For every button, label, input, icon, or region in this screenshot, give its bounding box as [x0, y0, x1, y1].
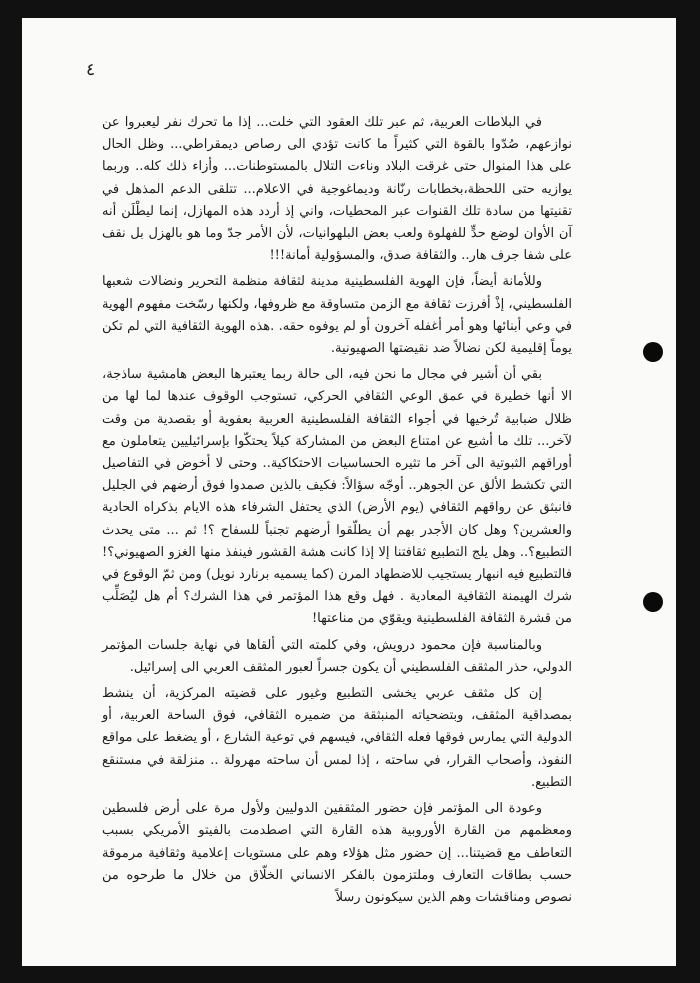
document-page [22, 18, 676, 966]
paragraph: وعودة الى المؤتمر فإن حضور المثقفين الدوليين ولأول مرة على أرض فلسطين ومعظمهم من القارة الأوروبية هذه القارة التي اصطدمت بالفيتو الأمريكي بسبب التعاطف مع قضيتنا... إن حضور مثل هؤلاء وهم على مستويات إعلامية وثقافية مرموقة حسب بطاقات التعارف وملتزمون بالفكر الانساني الخلّاق من خلال ما طرحوه من نصوص ومناقشات وهم الذين سيكونون رسلاً [102, 801, 572, 905]
punch-hole [643, 592, 663, 612]
paragraph: إن كل مثقف عربي يخشى التطبيع وغيور على قضيته المركزية، أن ينشط بمصداقية المثقف، وبتضحياته المنبثقة من ضميره الثقافي، فوق الساحة العربية، أو الدولية التي يمارس فوقها فعله الثقافي، فيسهم في توعية الشارع ، أو يضغط على مواقع النفوذ، وأصحاب القرار، في ساحته ، إذا لمس أن ساحته مهرولة .. منزلقة في مستنقع التطبيع. [102, 686, 572, 790]
paragraph: وبالمناسبة فإن محمود درويش، وفي كلمته التي ألقاها في نهاية جلسات المؤتمر الدولي، حذر المثقف الفلسطيني أن يكون جسراً لعبور المثقف العربي الى إسرائيل. [102, 637, 572, 675]
paragraph: في البلاطات العربية، ثم عبر تلك العقود التي خلت... إذا ما تحرك نفر ليعبروا عن نوازعهم، صُدّوا بالقوة التي كثيراً ما كانت تؤدي الى رصاص ديمقراطي... وظل الحال على هذا المنوال حتى غرقت البلاد وناءت التلال بالمستوطنات... وأزاء ذلك كله.. وربما يوازيه حتى اللحظة،بخطابات رنّانة وديماغوجية في الاعلام... تتلقى الدعم المذهل في تقنيتها من سادة تلك القنوات عبر المحطيات، واني إذ أردد هذه المهازل، إنما ليطْلَن أنه آن الأوان لوضع حدٍّ للفهلوة ولعب بعض البلهوانيات، لأن الأمر جدّ وما هو بالهزل بل نقف على شفا جرف هار.. والثقافة صدق، والمسؤولية أمانة!!! [102, 115, 572, 264]
punch-hole [643, 342, 663, 362]
paragraph: وللأمانة أيضاً، فإن الهوية الفلسطينية مدينة لثقافة منظمة التحرير ونضالات شعبها الفلسطيني، إذْ أفرزت ثقافة مع الزمن متساوقة مع ظروفها، ولكنها رسّخت مفهوم الهوية في وعي أبنائها وهو أمر أغفله آخرون أو لم يوفوه حقه. .هذه الهوية الثقافية التي لم تكن يوماً إقليمية لكن نضالاً ضد نقيضتها الصهيونية. [102, 274, 572, 357]
body-text [102, 112, 572, 913]
page-number: ٤ [86, 60, 96, 80]
paragraph: بقي أن أشير في مجال ما نحن فيه، الى حالة ربما يعتبرها البعض هامشية ساذجة، الا أنها خطيرة في عمق الوعي الثقافي الحركي، تستوجب الوقوف عندها لما لها من ظلال ضبابية تُرخيها في أجواء الثقافة الفلسطينية العربية بعفوية أو بقصدية من وقت لآخر... تلك ما أشيع عن امتناع البعض من المشاركة كيلاً يحتكّوا بإسرائيليين يتعاملون مع أوراقهم الثبوتية الى آخر ما تثيره الحساسيات الاحتكاكية.. وحتى لا أخوض في التفاصيل التي تكشط الألق عن الجوهر.. أوجّه سؤالاً: فكيف بالذين صمدوا فوق أرضهم في الجليل فانبثق عن رواقهم الثقافي (يوم الأرض) الذي يحتفل الشرفاء هذه الايام بذكراه الحادية والعشرين؟ وهل كان الأجدر بهم أن يطلّقوا أرضهم تجنباً للسفاح ؟! ثم ... متى يحدث التطبيع؟.. وهل يلج التطبيع ثقافتنا إلا إذا كانت هشة القشور فينفذ منها الغزو الصهيوني؟! فالتطبيع فيه انبهار يستجيب للاضطهاد المرن (كما يسميه برنارد نويل) ومن ثمّ الوقوع في شرك الهيمنة الثقافية المعادية . فهل وقع هذا المؤتمر في هذا الشرك؟ أم هل ليُصَلِّب من قشرة الثقافة الفلسطينية ويقوّي من مناعتها! [102, 367, 572, 627]
